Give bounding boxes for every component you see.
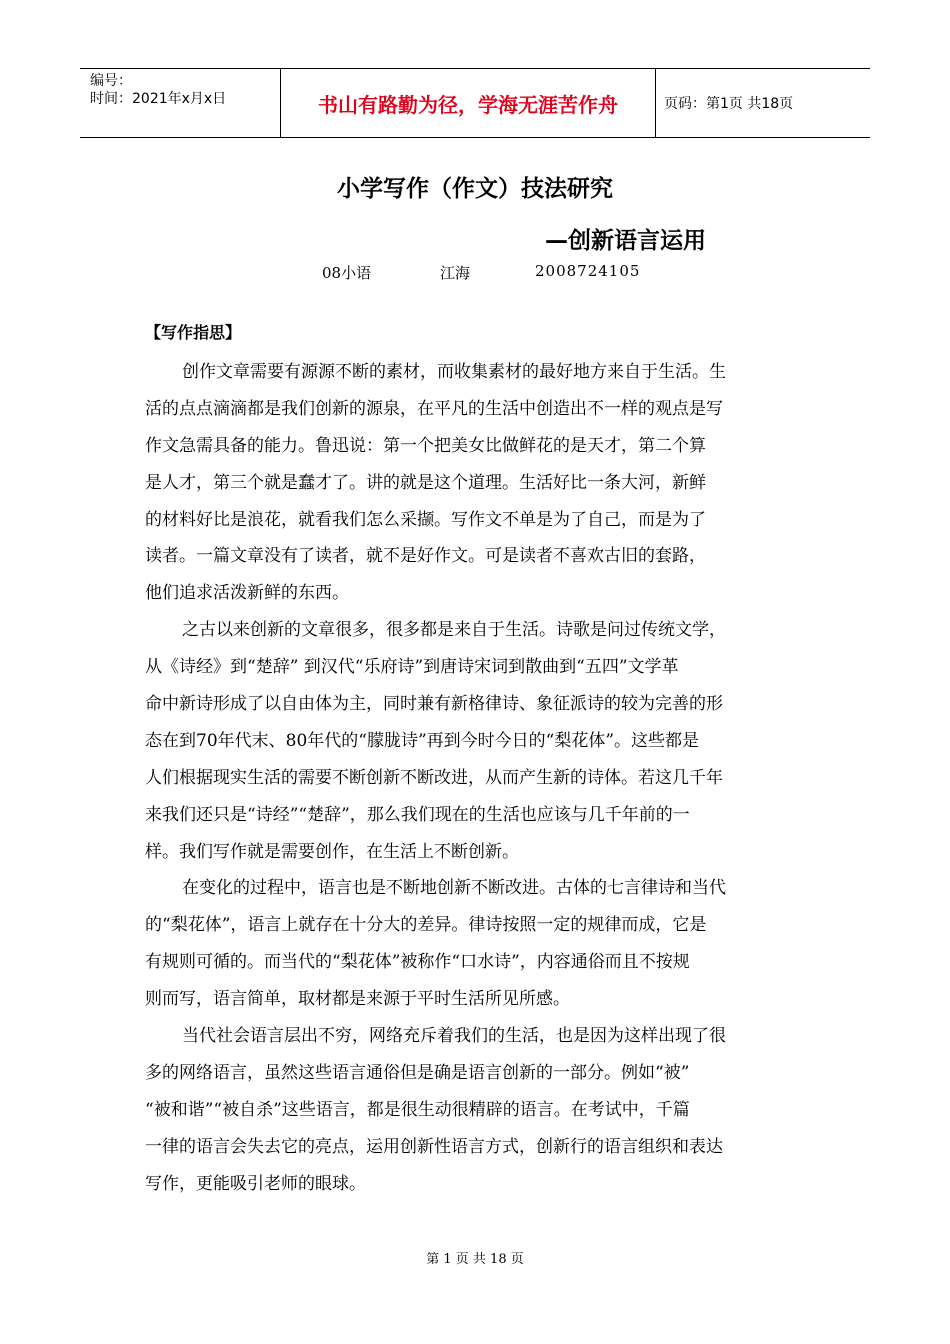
author-name: 江海 <box>440 264 471 282</box>
number-label: 编号： <box>90 73 132 89</box>
body-line: 的“梨花体”，语言上就存在十分大的差异。律诗按照一定的规律而成，它是 <box>145 915 707 936</box>
body-line: 有规则可循的。而当代的“梨花体”被称作“口水诗”，内容通俗而且不按规 <box>145 952 690 973</box>
author-id: 2008724105 <box>535 262 641 280</box>
body-line: 活的点点滴滴都是我们创新的源泉，在平凡的生活中创造出不一样的观点是写 <box>145 398 723 419</box>
header-motto: 书山有路勤为径，学海无涯苦作舟 <box>281 69 656 137</box>
body-line: 样。我们写作就是需要创作，在生活上不断创新。 <box>145 841 519 862</box>
page-footer: 第 1 页 共 18 页 <box>426 1252 524 1267</box>
body-line: 创作文章需要有源源不断的素材，而收集素材的最好地方来自于生活。生 <box>182 362 726 382</box>
body-line: 从《诗经》到“楚辞” 到汉代“乐府诗”到唐诗宋词到散曲到“五四”文学革 <box>145 657 679 678</box>
body-line: 是人才，第三个就是蠢才了。讲的就是这个道理。生活好比一条大河，新鲜 <box>145 472 706 493</box>
page-header <box>80 68 870 138</box>
body-line: 当代社会语言层出不穷，网络充斥着我们的生活，也是因为这样出现了很 <box>182 1026 726 1047</box>
header-meta <box>80 69 281 137</box>
document-subtitle: —创新语言运用 <box>545 228 706 254</box>
body-line: 命中新诗形成了以自由体为主，同时兼有新格律诗、象征派诗的较为完善的形 <box>145 694 723 715</box>
body-line: 则而写，语言简单，取材都是来源于平时生活所见所感。 <box>145 989 570 1010</box>
header-page-info: 页码：第1页 共18页 <box>664 96 794 112</box>
body-line: 作文急需具备的能力。鲁迅说：第一个把美女比做鲜花的是天才，第二个算 <box>145 435 706 456</box>
document-title: 小学写作（作文）技法研究 <box>337 176 613 202</box>
body-line: 写作，更能吸引老师的眼球。 <box>145 1173 366 1194</box>
author-class: 08小语 <box>322 264 372 282</box>
body-line: 多的网络语言，虽然这些语言通俗但是确是语言创新的一部分。例如“被” <box>145 1062 690 1083</box>
body-line: 读者。一篇文章没有了读者，就不是好作文。可是读者不喜欢古旧的套路， <box>145 546 706 567</box>
body-line: 之古以来创新的文章很多，很多都是来自于生活。诗歌是问过传统文学， <box>182 620 726 641</box>
section-heading: 【写作指思】 <box>145 323 242 342</box>
body-line: 人们根据现实生活的需要不断创新不断改进，从而产生新的诗体。若这几千年 <box>145 767 723 788</box>
body-line: 一律的语言会失去它的亮点，运用创新性语言方式，创新行的语言组织和表达 <box>145 1136 723 1157</box>
body-line: 态在到70年代末、80年代的“朦胧诗”再到今时今日的“梨花体”。这些都是 <box>145 730 700 751</box>
body-line: 在变化的过程中，语言也是不断地创新不断改进。古体的七言律诗和当代 <box>182 878 726 899</box>
body-line: “被和谐”“被自杀”这些语言，都是很生动很精辟的语言。在考试中，千篇 <box>145 1099 690 1120</box>
document-body <box>145 354 808 1202</box>
time-label: 时间：2021年x月x日 <box>90 91 227 107</box>
body-line: 的材料好比是浪花，就看我们怎么采撷。写作文不单是为了自己，而是为了 <box>145 509 706 530</box>
body-line: 他们追求活泼新鲜的东西。 <box>145 583 349 604</box>
body-line: 来我们还只是“诗经”“楚辞”，那么我们现在的生活也应该与几千年前的一 <box>145 804 690 825</box>
